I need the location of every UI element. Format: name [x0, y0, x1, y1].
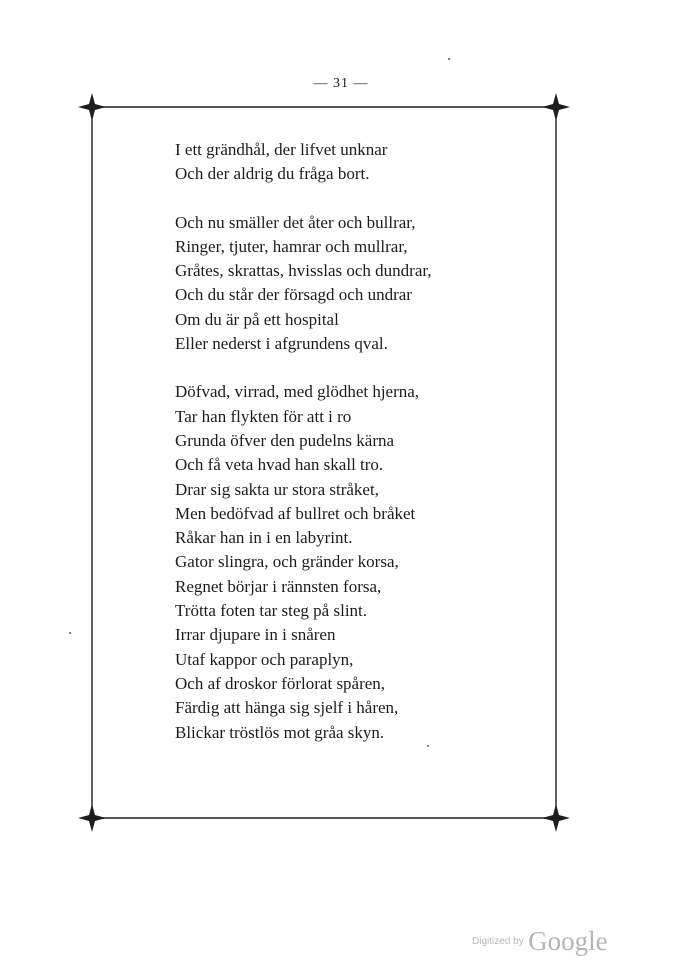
poem-line: Gråtes, skrattas, hvisslas och dundrar,	[175, 261, 432, 281]
watermark-brand: Google	[528, 926, 608, 956]
poem-line: Trötta foten tar steg på slint.	[175, 601, 368, 621]
stanza-1	[175, 138, 505, 187]
poem-line: Och af droskor förlorat spåren,	[175, 673, 386, 693]
paper-speck	[448, 58, 450, 60]
watermark-prefix: Digitized by	[472, 936, 524, 947]
poem-line: Irrar djupare in i snåren	[175, 625, 336, 645]
corner-ornament-top-left	[78, 93, 106, 121]
poem-line: Råkar han in i en labyrint.	[175, 528, 353, 548]
poem-line: Eller nederst i afgrundens qval.	[175, 334, 388, 354]
paper-speck	[427, 745, 429, 747]
corner-ornament-bottom-left	[78, 804, 106, 832]
page-number: — 31 —	[313, 76, 369, 91]
poem-line: Gator slingra, och gränder korsa,	[175, 552, 399, 572]
poem-line: Grunda öfver den pudelns kärna	[175, 430, 395, 450]
poem-line: I ett grändhål, der lifvet unknar	[175, 140, 388, 159]
poem-line: Och du står der försagd och undrar	[175, 285, 412, 305]
poem-line: Blickar tröstlös mot gråa skyn.	[175, 722, 385, 742]
poem-line: Tar han flykten för att i ro	[175, 406, 352, 426]
corner-ornament-top-right	[542, 93, 570, 121]
poem-line: Regnet börjar i rännsten forsa,	[175, 576, 382, 596]
poem-body	[175, 138, 505, 745]
poem-line: Och få veta hvad han skall tro.	[175, 455, 384, 475]
digitized-by-google-watermark	[472, 926, 608, 957]
poem-line: Och der aldrig du fråga bort.	[175, 164, 370, 184]
poem-line: Färdig att hänga sig sjelf i håren,	[175, 698, 399, 718]
paper-speck	[69, 632, 71, 634]
stanza-3	[175, 380, 505, 744]
poem-line: Om du är på ett hospital	[175, 309, 339, 329]
poem-line: Men bedöfvad af bullret och bråket	[175, 503, 416, 523]
corner-ornament-bottom-right	[542, 804, 570, 832]
poem-line: Utaf kappor och paraplyn,	[175, 649, 354, 669]
poem-line: Drar sig sakta ur stora stråket,	[175, 479, 379, 499]
poem-line: Och nu smäller det åter och bullrar,	[175, 212, 416, 232]
poem-line: Ringer, tjuter, hamrar och mullrar,	[175, 236, 408, 256]
stanza-2	[175, 211, 505, 357]
poem-line: Döfvad, virrad, med glödhet hjerna,	[175, 382, 420, 402]
